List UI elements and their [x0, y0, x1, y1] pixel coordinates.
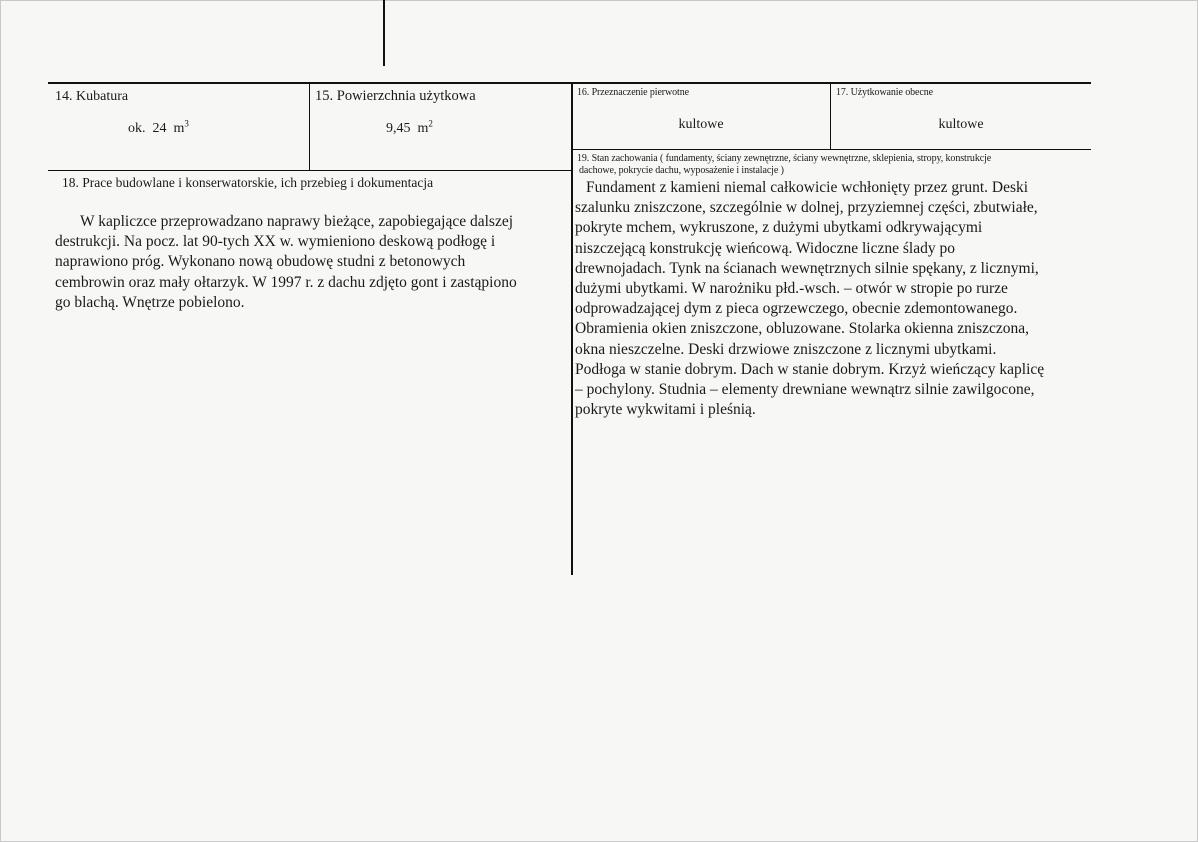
stan-label-line: dachowe, pokrycie dachu, wyposażenie i instalacje ) [579, 165, 784, 176]
prace-line: naprawiono próg. Wykonano nową obudowę studni z betonowych [55, 253, 466, 271]
powierzchnia-unit: m [417, 121, 429, 136]
top-rule [48, 82, 1091, 84]
stan-line: – pochylony. Studnia – elementy drewniane wewnątrz silnie zawilgocone, [575, 381, 1035, 399]
stan-line: niszczejącą konstrukcję wieńcową. Widoczne liczne ślady po [575, 239, 955, 257]
rule-under-14-15 [48, 170, 572, 171]
kubatura-unit-exponent: 3 [184, 118, 189, 129]
stan-line: pokryte mchem, wykruszone, z dużymi ubytkami odkrywającymi [575, 219, 983, 237]
kubatura-number: 24 [152, 121, 167, 136]
divider-14-15 [309, 83, 310, 171]
powierzchnia-label: 15. Powierzchnia użytkowa [315, 88, 476, 104]
stan-label [577, 153, 991, 177]
prace-line: cembrowin oraz mały ołtarzyk. W 1997 r. z dachu zdjęto gont i zastąpiono [55, 273, 517, 291]
powierzchnia-number: 9,45 [386, 121, 411, 136]
prace-line: destrukcji. Na pocz. lat 90-tych XX w. wymieniono deskową podłogę i [55, 233, 496, 251]
powierzchnia-value [386, 118, 433, 137]
stan-line: Podłoga w stanie dobrym. Dach w stanie dobrym. Krzyż wieńczący kaplicę [575, 360, 1045, 378]
powierzchnia-unit-exponent: 2 [428, 118, 433, 129]
uzytkowanie-label: 17. Użytkowanie obecne [836, 87, 933, 98]
stan-line: pokryte wykwitami i pleśnią. [575, 401, 756, 419]
kubatura-unit: m [173, 121, 185, 136]
uzytkowanie-value: kultowe [938, 117, 984, 132]
prace-text [55, 212, 567, 313]
stan-line: okna nieszczelne. Deski drzwiowe zniszczone z licznymi ubytkami. [575, 340, 997, 358]
stan-line: odprowadzającej dym z pieca ogrzewczego, obecnie zdemontowanego. [575, 300, 1018, 318]
przeznaczenie-label: 16. Przeznaczenie pierwotne [577, 87, 689, 98]
stan-line: szalunku zniszczone, szczególnie w dolnej, przyziemnej części, zbutwiałe, [575, 199, 1038, 217]
prace-line: go blachą. Wnętrze pobielono. [55, 293, 245, 311]
stan-line: Fundament z kamieni niemal całkowicie wchłonięty przez grunt. Deski [586, 179, 1029, 196]
stan-text [575, 178, 1093, 420]
kubatura-value [128, 118, 189, 137]
stan-label-line: 19. Stan zachowania ( fundamenty, ściany zewnętrzne, ściany wewnętrzne, sklepienia, stropy, konstrukcje [577, 153, 992, 164]
przeznaczenie-value: kultowe [678, 117, 724, 132]
top-stub-divider [383, 0, 385, 66]
rule-under-16-17 [572, 149, 1091, 150]
kubatura-prefix: ok. [128, 121, 146, 136]
prace-line: W kapliczce przeprowadzano naprawy bieżące, zapobiegające dalszej [80, 213, 514, 230]
stan-line: dużymi ubytkami. W narożniku płd.-wsch. – otwór w stropie po rurze [575, 280, 1008, 298]
prace-label: 18. Prace budowlane i konserwatorskie, ich przebieg i dokumentacja [62, 175, 434, 190]
center-divider [571, 83, 573, 575]
stan-line: drewnojadach. Tynk na ścianach wewnętrznych silnie spękany, z licznymi, [575, 259, 1039, 277]
kubatura-label: 14. Kubatura [55, 89, 129, 104]
stan-line: Obramienia okien zniszczone, obluzowane. Stolarka okienna zniszczona, [575, 320, 1030, 338]
